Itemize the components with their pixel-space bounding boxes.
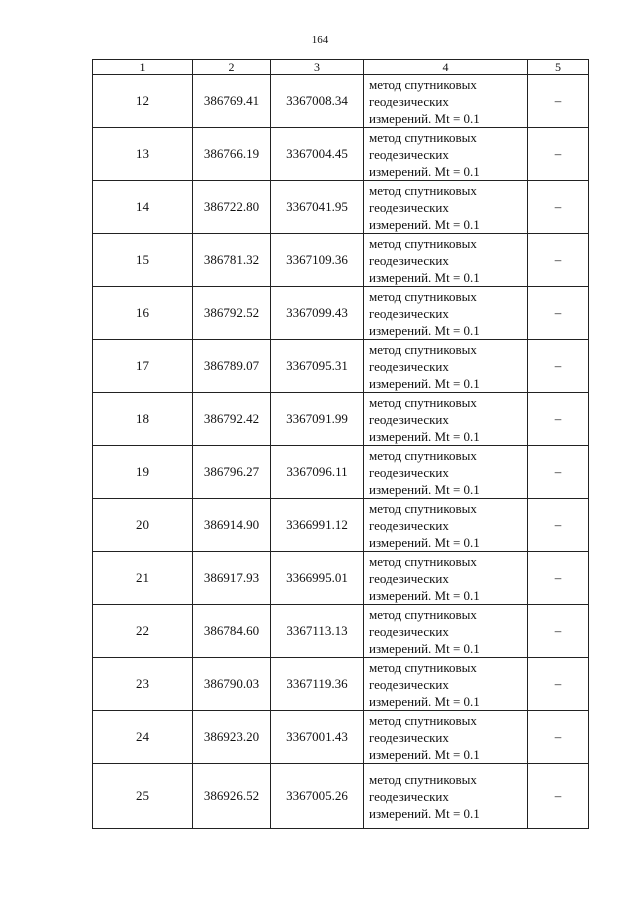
point-number-cell: 13 xyxy=(93,128,193,181)
y-coordinate-cell: 3367005.26 xyxy=(271,764,364,829)
x-coordinate-cell: 386722.80 xyxy=(193,181,271,234)
point-number-cell: 17 xyxy=(93,340,193,393)
point-number-cell: 24 xyxy=(93,711,193,764)
method-line: геодезических xyxy=(369,411,449,427)
x-coordinate-cell: 386769.41 xyxy=(193,75,271,128)
y-coordinate-cell: 3367004.45 xyxy=(271,128,364,181)
column-header-2: 2 xyxy=(193,60,271,75)
note-cell: – xyxy=(528,552,589,605)
x-coordinate-cell: 386790.03 xyxy=(193,658,271,711)
note-cell: – xyxy=(528,287,589,340)
note-cell: – xyxy=(528,393,589,446)
point-number-cell: 16 xyxy=(93,287,193,340)
method-cell xyxy=(364,446,528,499)
method-line: измерений. Mt = 0.1 xyxy=(369,693,480,709)
x-coordinate-cell: 386914.90 xyxy=(193,499,271,552)
method-line: метод спутниковых xyxy=(369,447,477,463)
y-coordinate-cell: 3367113.13 xyxy=(271,605,364,658)
point-number-cell: 12 xyxy=(93,75,193,128)
point-number-cell: 22 xyxy=(93,605,193,658)
table-row xyxy=(93,711,589,764)
note-cell: – xyxy=(528,446,589,499)
y-coordinate-cell: 3366991.12 xyxy=(271,499,364,552)
point-number-cell: 23 xyxy=(93,658,193,711)
x-coordinate-cell: 386923.20 xyxy=(193,711,271,764)
y-coordinate-cell: 3367109.36 xyxy=(271,234,364,287)
table-row xyxy=(93,446,589,499)
method-line: метод спутниковых xyxy=(369,76,477,92)
method-cell xyxy=(364,393,528,446)
method-line: геодезических xyxy=(369,517,449,533)
note-cell: – xyxy=(528,340,589,393)
method-cell xyxy=(364,605,528,658)
method-line: геодезических xyxy=(369,570,449,586)
method-line: измерений. Mt = 0.1 xyxy=(369,746,480,762)
note-cell: – xyxy=(528,658,589,711)
method-cell xyxy=(364,287,528,340)
method-cell xyxy=(364,552,528,605)
method-line: измерений. Mt = 0.1 xyxy=(369,216,480,232)
method-line: геодезических xyxy=(369,623,449,639)
method-cell xyxy=(364,128,528,181)
method-line: измерений. Mt = 0.1 xyxy=(369,805,480,821)
y-coordinate-cell: 3366995.01 xyxy=(271,552,364,605)
note-cell: – xyxy=(528,711,589,764)
method-line: измерений. Mt = 0.1 xyxy=(369,534,480,550)
coordinates-table xyxy=(92,59,589,829)
x-coordinate-cell: 386781.32 xyxy=(193,234,271,287)
method-line: метод спутниковых xyxy=(369,341,477,357)
x-coordinate-cell: 386792.52 xyxy=(193,287,271,340)
note-cell: – xyxy=(528,605,589,658)
method-line: метод спутниковых xyxy=(369,659,477,675)
table-row xyxy=(93,764,589,829)
method-line: геодезических xyxy=(369,729,449,745)
table-row xyxy=(93,75,589,128)
point-number-cell: 20 xyxy=(93,499,193,552)
method-line: измерений. Mt = 0.1 xyxy=(369,375,480,391)
y-coordinate-cell: 3367091.99 xyxy=(271,393,364,446)
method-line: геодезических xyxy=(369,252,449,268)
method-line: измерений. Mt = 0.1 xyxy=(369,269,480,285)
x-coordinate-cell: 386926.52 xyxy=(193,764,271,829)
method-line: метод спутниковых xyxy=(369,394,477,410)
column-header-4: 4 xyxy=(364,60,528,75)
column-header-1: 1 xyxy=(93,60,193,75)
method-line: геодезических xyxy=(369,93,449,109)
method-line: геодезических xyxy=(369,676,449,692)
method-line: геодезических xyxy=(369,788,449,804)
method-line: метод спутниковых xyxy=(369,553,477,569)
point-number-cell: 14 xyxy=(93,181,193,234)
method-line: метод спутниковых xyxy=(369,771,477,787)
method-line: метод спутниковых xyxy=(369,606,477,622)
method-line: метод спутниковых xyxy=(369,500,477,516)
method-line: метод спутниковых xyxy=(369,288,477,304)
table-row xyxy=(93,605,589,658)
y-coordinate-cell: 3367119.36 xyxy=(271,658,364,711)
y-coordinate-cell: 3367096.11 xyxy=(271,446,364,499)
point-number-cell: 25 xyxy=(93,764,193,829)
method-line: метод спутниковых xyxy=(369,182,477,198)
table-row xyxy=(93,287,589,340)
method-line: измерений. Mt = 0.1 xyxy=(369,640,480,656)
table-header-row xyxy=(93,60,589,75)
note-cell: – xyxy=(528,234,589,287)
point-number-cell: 19 xyxy=(93,446,193,499)
table-row xyxy=(93,340,589,393)
page-number: 164 xyxy=(311,34,329,46)
method-line: измерений. Mt = 0.1 xyxy=(369,322,480,338)
point-number-cell: 21 xyxy=(93,552,193,605)
y-coordinate-cell: 3367041.95 xyxy=(271,181,364,234)
column-header-3: 3 xyxy=(271,60,364,75)
method-line: метод спутниковых xyxy=(369,712,477,728)
table-row xyxy=(93,552,589,605)
method-line: измерений. Mt = 0.1 xyxy=(369,428,480,444)
method-cell xyxy=(364,764,528,829)
x-coordinate-cell: 386796.27 xyxy=(193,446,271,499)
method-line: метод спутниковых xyxy=(369,129,477,145)
note-cell: – xyxy=(528,764,589,829)
table-row xyxy=(93,234,589,287)
method-line: геодезических xyxy=(369,199,449,215)
method-line: геодезических xyxy=(369,305,449,321)
x-coordinate-cell: 386789.07 xyxy=(193,340,271,393)
method-line: геодезических xyxy=(369,146,449,162)
method-line: измерений. Mt = 0.1 xyxy=(369,163,480,179)
x-coordinate-cell: 386792.42 xyxy=(193,393,271,446)
note-cell: – xyxy=(528,499,589,552)
method-cell xyxy=(364,234,528,287)
point-number-cell: 18 xyxy=(93,393,193,446)
y-coordinate-cell: 3367001.43 xyxy=(271,711,364,764)
note-cell: – xyxy=(528,181,589,234)
note-cell: – xyxy=(528,75,589,128)
column-header-5: 5 xyxy=(528,60,589,75)
x-coordinate-cell: 386917.93 xyxy=(193,552,271,605)
x-coordinate-cell: 386784.60 xyxy=(193,605,271,658)
method-cell xyxy=(364,340,528,393)
method-line: геодезических xyxy=(369,358,449,374)
table-row xyxy=(93,128,589,181)
method-line: измерений. Mt = 0.1 xyxy=(369,481,480,497)
table-row xyxy=(93,658,589,711)
method-line: геодезических xyxy=(369,464,449,480)
table-row xyxy=(93,499,589,552)
x-coordinate-cell: 386766.19 xyxy=(193,128,271,181)
method-line: измерений. Mt = 0.1 xyxy=(369,110,480,126)
method-cell xyxy=(364,499,528,552)
point-number-cell: 15 xyxy=(93,234,193,287)
note-cell: – xyxy=(528,128,589,181)
table-row xyxy=(93,393,589,446)
method-line: метод спутниковых xyxy=(369,235,477,251)
table-row xyxy=(93,181,589,234)
method-cell xyxy=(364,711,528,764)
y-coordinate-cell: 3367099.43 xyxy=(271,287,364,340)
method-line: измерений. Mt = 0.1 xyxy=(369,587,480,603)
method-cell xyxy=(364,658,528,711)
method-cell xyxy=(364,181,528,234)
y-coordinate-cell: 3367008.34 xyxy=(271,75,364,128)
y-coordinate-cell: 3367095.31 xyxy=(271,340,364,393)
method-cell xyxy=(364,75,528,128)
